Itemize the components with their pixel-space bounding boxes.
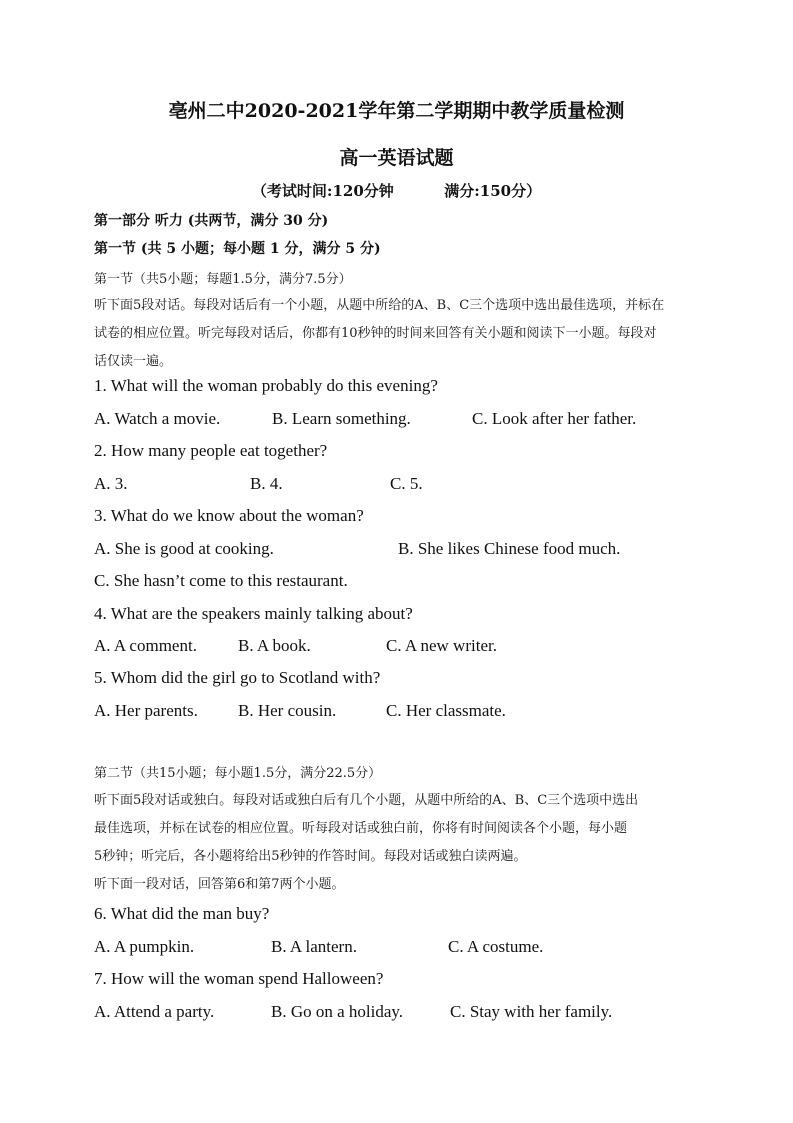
question-2: 2. How many people eat together?: [94, 441, 328, 460]
option-c: C. She hasn’t come to this restaurant.: [94, 571, 348, 590]
exam-subtitle: 高一英语试题: [339, 147, 454, 169]
option-c: C. 5.: [390, 474, 423, 493]
sec1-heading: 第一节 (共 5 小题；每小题 1 分，满分 5 分): [94, 241, 381, 257]
sec2-instr-line: 听下面一段对话，回答第6和第7两个小题。: [94, 877, 345, 892]
option-a: A. 3.: [94, 474, 128, 493]
option-a: A. A pumpkin.: [94, 937, 195, 956]
question-4: 4. What are the speakers mainly talking about?: [94, 604, 413, 623]
option-c: C. A costume.: [448, 937, 544, 956]
option-c: C. Stay with her family.: [450, 1002, 613, 1021]
option-b: B. 4.: [250, 474, 283, 493]
option-c: C. A new writer.: [386, 636, 497, 655]
option-a: A. Her parents.: [94, 701, 198, 720]
option-b: B. Her cousin.: [238, 701, 337, 720]
question-7: 7. How will the woman spend Halloween?: [94, 969, 384, 988]
option-b: B. Go on a holiday.: [271, 1002, 404, 1021]
sec1-instr-line: 话仅读一遍。: [94, 354, 173, 369]
exam-meta: [0, 180, 793, 201]
option-c: C. Look after her father.: [472, 409, 637, 428]
sec2-instr-line: 最佳选项，并标在试卷的相应位置。听每段对话或独白前，你将有时间阅读各个小题，每小题: [94, 821, 628, 836]
sec1-note: 第一节（共5小题；每题1.5分，满分7.5分）: [94, 272, 352, 287]
part1-heading: 第一部分 听力 (共两节，满分 30 分): [94, 213, 329, 229]
option-a: A. A comment.: [94, 636, 197, 655]
sec2-heading: 第二节（共15小题；每小题1.5分，满分22.5分）: [94, 766, 382, 781]
option-a: A. She is good at cooking.: [94, 539, 274, 558]
sec2-instr-line: 听下面5段对话或独白。每段对话或独白后有几个小题，从题中所给的A、B、C三个选项中选出: [94, 793, 639, 808]
question-3: 3. What do we know about the woman?: [94, 506, 364, 525]
exam-score: 满分:150分）: [444, 182, 542, 200]
option-a: A. Watch a movie.: [94, 409, 221, 428]
option-b: B. A book.: [238, 636, 311, 655]
option-a: A. Attend a party.: [94, 1002, 215, 1021]
option-b: B. Learn something.: [272, 409, 411, 428]
option-b: B. She likes Chinese food much.: [398, 539, 621, 558]
question-5: 5. Whom did the girl go to Scotland with?: [94, 668, 381, 687]
exam-title: 亳州二中2020-2021学年第二学期期中教学质量检测: [168, 100, 625, 122]
exam-time: （考试时间:120分钟: [251, 182, 394, 200]
option-c: C. Her classmate.: [386, 701, 506, 720]
question-1: 1. What will the woman probably do this evening?: [94, 376, 438, 395]
question-6: 6. What did the man buy?: [94, 904, 270, 923]
sec2-instr-line: 5秒钟；听完后，各小题将给出5秒钟的作答时间。每段对话或独白读两遍。: [94, 849, 527, 864]
sec1-instr-line: 听下面5段对话。每段对话后有一个小题，从题中所给的A、B、C三个选项中选出最佳选项，并标在: [94, 298, 665, 313]
sec1-instr-line: 试卷的相应位置。听完每段对话后，你都有10秒钟的时间来回答有关小题和阅读下一小题。每段对: [94, 326, 657, 341]
option-b: B. A lantern.: [271, 937, 357, 956]
